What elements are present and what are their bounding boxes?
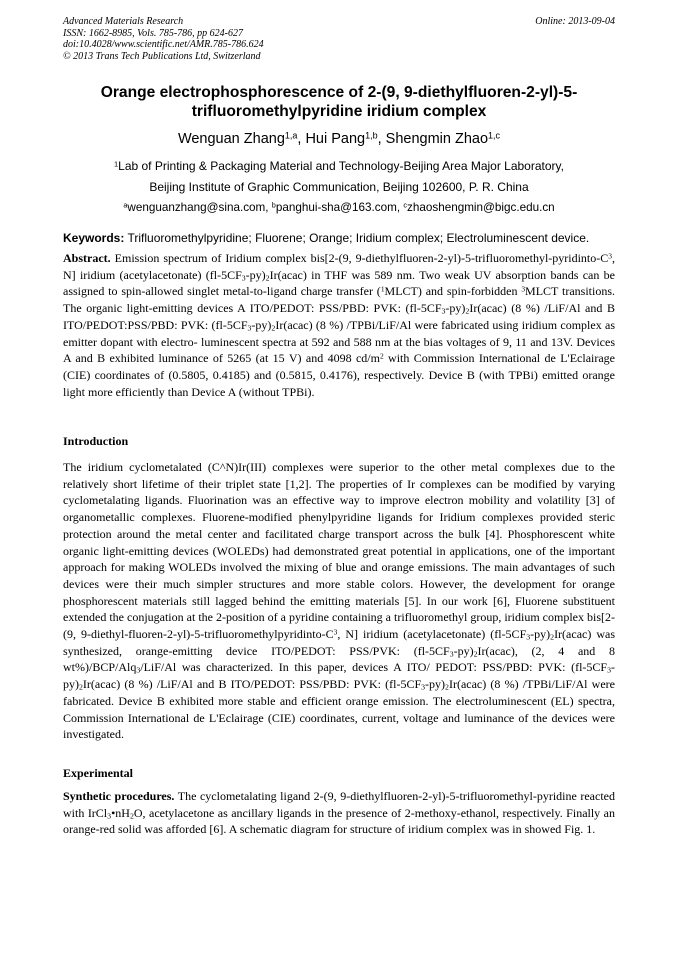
author-name: Wenguan Zhang [177, 131, 285, 147]
synthetic-procedures-label: Synthetic procedures. [63, 789, 175, 803]
author-name: Shengmin Zhao [385, 131, 489, 147]
email-link[interactable]: wenguanzhang@sina.com, [127, 201, 272, 214]
online-date: Online: 2013-09-04 [535, 16, 615, 27]
author-affil-mark: 1,a [284, 130, 298, 141]
email-link[interactable]: panghui-sha@163.com, [275, 201, 404, 214]
author-list: Wenguan Zhang$^{1,a}$, Hui Pang$^{1,b}$, Shengmin Zhao$^{1,c}$ [177, 130, 501, 147]
author-affil-mark: 1,c [488, 130, 501, 141]
section-heading-introduction: Introduction [63, 434, 129, 448]
affiliation-line-1: Lab of Printing & Packaging Material and Technology-Beijing Area Major Laboratory, [118, 159, 564, 173]
introduction-paragraph: The iridium cyclometalated (C^N)Ir(III) complexes were superior to the other metal complexes due to the relatively short lifetime of their triplet state [1,2]. The properties of Ir complexes can be modified by varying cyclometalating ligands. Fluorination was an effective way to improve electron mobility and volatility [3] of organometallic complexes. Fluorene-modified phenylpyridine ligands for Iridium complexes provided steric protection around the metal center and facilitated charge transport across the bulk [4]. Phosphorescent white organic light-emitting devices (WOLEDs) had demonstrated great potential in applications, one of the important approach for making WOLEDs involved the mixing of blue and orange emissions. The main advantages of such devices were their much simpler structures and more stable colors. However, the development for orange phosphorescent materials still lagged behind the emitting materials [5]. In our work [6], Fluorene substituent extended the conjugation at the 2-position of a pyridine containing a trifluoromethyl group, iridium complex bis[2-(9, $9-diethyl-fluoren-2-yl)-5-trifluoromethylpyridinto-C^3$, N] iridium (acetylacetonate) $(fl-5CF_3-py)_2Ir(acac)$ was synthesized, orange-emitting device ITO/PEDOT: PSS/PVK: $(fl-5CF_3-py)_2Ir(acac)$, (2, 4 and 8 wt%)/BCP/Alq$_3$/LiF/Al was characterized. In this paper, devices A ITO/ PEDOT: PSS/PBD: PVK: $(fl-5CF_3-py)_2Ir(acac)$ (8 %) /LiF/Al and B ITO/PEDOT: PSS/PBD: PVK: $(fl-5CF_3-py)_2Ir(acac)$ (8 %) /TPBi/LiF/Al were fabricated. Device B exhibited more stable and efficient orange emission. The electroluminescent (EL) spectra, Commission International de L'Eclairage (CIE) coordinates, current, voltage and luminance of the devices were investigated. [63, 460, 616, 742]
issn-line: ISSN: 1662-8985, Vols. 785-786, pp 624-627 [63, 27, 243, 39]
email-link[interactable]: zhaoshengmin@bigc.edu.cn [407, 201, 555, 214]
title-line-2: trifluoromethylpyridine iridium complex [191, 103, 487, 120]
affiliation [63, 156, 615, 198]
title-line-1: Orange electrophosphorescence of 2-(9, 9-diethylfluoren-2-yl)-5- [100, 84, 578, 101]
abstract-paragraph: Abstract. Emission spectrum of Iridium complex bis[2-(9, $9-diethylfluoren-2-yl)-5-trifluoromethyl-pyridinto-C^3$, N] iridium (acetylacetonate) $(fl-5CF_3-py)_2Ir(acac)$ in THF was 589 nm. Two weak UV absorption bands can be assigned to spin-allowed singlet metal-to-ligand charge transfer ($^1$MLCT) and spin-forbidden $^3$MLCT transitions. The organic light-emitting devices A ITO/PEDOT: PSS/PBD: PVK: $(fl-5CF_3-py)_2Ir(acac)$ (8 %) /LiF/Al and B ITO/PEDOT:PSS/PBD: PVK: $(fl-5CF_3-py)_2Ir(acac)$ (8 %) /TPBi/LiF/Al were fabricated using iridium complex as emitter dopant with electro- luminescent spectra at 592 and 588 nm at the bias voltages of 9, 11 and 13V. Devices A and B exhibited luminance of 5265 (at 15 V) and 4098 $cd/m^2$ with Commission International de L'Eclairage (CIE) coordinates of (0.5805, 0.4185) and (0.5815, 0.4176), respectively. Device B (with TPBi) emitted orange light more efficiently than Device A (without TPBi). [63, 251, 616, 399]
doi-line[interactable]: doi:10.4028/www.scientific.net/AMR.785-786.624 [63, 39, 264, 50]
journal-name: Advanced Materials Research [63, 16, 184, 27]
author-emails: $^a$wenguanzhang@sina.com, $^b$panghui-sha@163.com, $^c$zhaoshengmin@bigc.edu.cn [123, 200, 555, 214]
keywords-text: Trifluoromethylpyridine; Fluorene; Orange; Iridium complex; Electroluminescent device. [124, 231, 590, 245]
section-heading-experimental: Experimental [63, 766, 133, 780]
keywords-label: Keywords: [63, 231, 125, 245]
author-affil-mark: 1,b [365, 130, 378, 141]
abstract-label: Abstract. [63, 251, 111, 265]
keywords [63, 231, 615, 246]
affil-mark: 1 [114, 159, 119, 169]
journal-header [63, 16, 615, 62]
experimental-paragraph: Synthetic procedures. The cyclometalating ligand 2-(9, 9-diethylfluoren-2-yl)-5-trifluoromethyl-pyridine reacted with $IrCl_3•nH_2O$, acetylacetone as ancillary ligands in the presence of 2-methoxy-ethanol, respectively. Finally an orange-red solid was afforded [6]. A schematic diagram for structure of iridium complex was in showed Fig. 1. [63, 789, 615, 837]
paper-title [63, 83, 615, 121]
copyright-line: © 2013 Trans Tech Publications Ltd, Switzerland [63, 50, 261, 62]
affiliation-line-2: Beijing Institute of Graphic Communication, Beijing 102600, P. R. China [149, 180, 529, 194]
author-name: Hui Pang [305, 131, 366, 147]
